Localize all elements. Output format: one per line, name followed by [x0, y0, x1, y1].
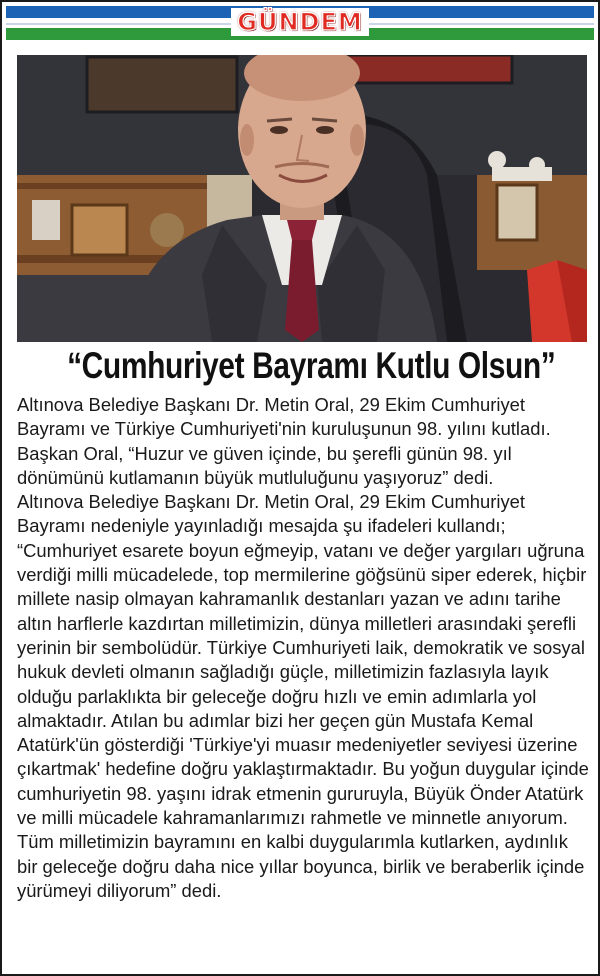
article-body [17, 393, 592, 903]
article-paragraph: Altınova Belediye Başkanı Dr. Metin Oral, 29 Ekim Cumhuriyet Bayramı ve Türkiye Cumhuriyeti'nin kuruluşunun 98. yılını kutladı. Başkan Oral, “Huzur ve güven içinde, bu şerefli günün 98. yıl dönümünü kutlamanın büyük mutluluğunu yaşıyoruz” dedi. [17, 394, 551, 488]
section-banner [6, 6, 594, 40]
article-photo [17, 55, 587, 342]
article-paragraph: Altınova Belediye Başkanı Dr. Metin Oral, 29 Ekim Cumhuriyet Bayramı nedeniyle yayınladığı mesajda şu ifadeleri kullandı; “Cumhuriyet esarete boyun eğmeyip, vatanı ve değer yargıları uğruna verdiği milli mücadelede, top mermilerine göğsünü siper ederek, hiçbir millete nasip olmayan kahramanlık destanları yazan ve adını tarihe altın harflerle kazdırtan milletimizin, dünya milletleri arasındaki şerefli yerinin bir sembolüdür. Türkiye Cumhuriyeti laik, demokratik ve sosyal hukuk devleti olmanın sağladığı güçle, milletimizin fazlasıyla layık olduğu parlaklıkta bir geleceğe doğru hızlı ve emin adımlarla yol almaktadır. Atılan bu adımlar bizi her geçen gün Mustafa Kemal Atatürk'ün gösterdiği 'Türkiye'yi muasır medeniyetler seviyesi üzerine çıkartmak' hedefine doğru yaklaştırmaktadır. Bu yoğun duygular içinde cumhuriyetin 98. yaşını idrak etmenin gururuyla, Büyük Önder Atatürk ve milli mücadele kahramanlarımızı rahmetle ve minnetle anıyorum. Tüm milletimizin bayramını en kalbi duygularımla kutlarken, aydınlık bir geleceğe doğru daha nice yıllar boyunca, birlik ve beraberlik içinde yürümeyi diliyorum” dedi. [17, 491, 589, 901]
section-title-text: GÜNDEM [231, 8, 368, 36]
article-headline: “Cumhuriyet Bayramı Kutlu Olsun” [67, 345, 556, 386]
section-title [6, 8, 594, 36]
portrait-photo [17, 55, 587, 342]
